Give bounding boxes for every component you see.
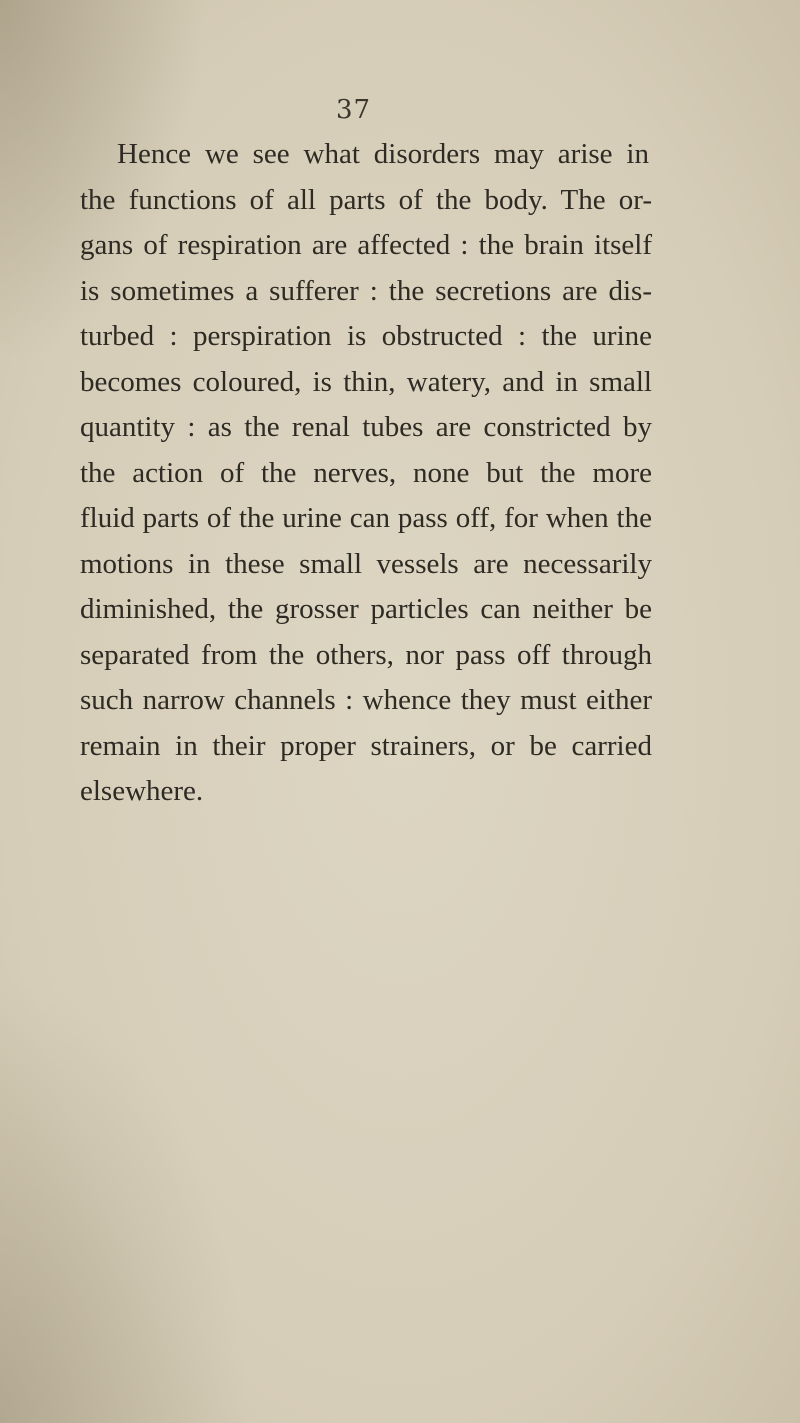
page-number: 37: [336, 95, 372, 125]
text-line: Hence we see what disorders may arise in: [117, 138, 649, 170]
text-line: elsewhere.: [80, 775, 204, 807]
text-line: motions in these small vessels are necessarily: [80, 547, 652, 580]
text-line: gans of respiration are affected : the brain itself: [80, 229, 652, 261]
text-line: diminished, the grosser particles can neither be: [80, 593, 652, 625]
text-line: is sometimes a sufferer : the secretions are dis-: [80, 274, 652, 307]
text-line: the functions of all parts of the body. The or-: [80, 183, 652, 216]
text-line: fluid parts of the urine can pass off, for when the: [80, 502, 652, 534]
text-line: quantity : as the renal tubes are constricted by: [80, 411, 652, 443]
text-line: such narrow channels : whence they must either: [80, 684, 652, 716]
text-line: the action of the nerves, none but the more: [80, 456, 652, 489]
text-line: turbed : perspiration is obstructed : the urine: [80, 320, 652, 352]
text-line: remain in their proper strainers, or be carried: [80, 729, 652, 762]
text-line: separated from the others, nor pass off through: [80, 638, 652, 671]
text-line: becomes coloured, is thin, watery, and in small: [80, 365, 652, 398]
